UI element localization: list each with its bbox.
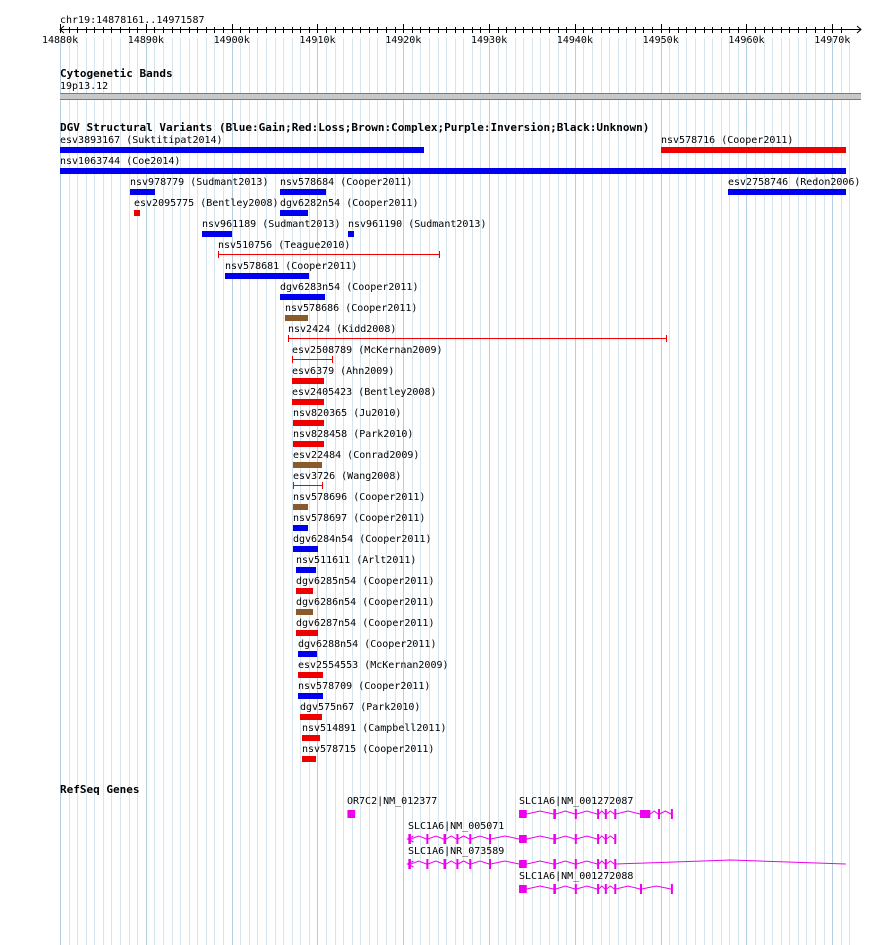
gene-exon[interactable] xyxy=(553,834,556,844)
gene-exon[interactable] xyxy=(614,859,616,869)
gene-exon[interactable] xyxy=(640,810,650,818)
gene-exon[interactable] xyxy=(640,884,642,894)
ruler-tick-label: 14930k xyxy=(471,35,508,46)
gene-exon[interactable] xyxy=(605,834,607,844)
variant-label[interactable]: nsv828458 (Park2010) xyxy=(293,429,414,440)
variant-label[interactable]: nsv578716 (Cooper2011) xyxy=(661,135,794,146)
gene-exon[interactable] xyxy=(347,810,355,818)
gene-exon[interactable] xyxy=(575,884,577,894)
variant-label[interactable]: dgv6287n54 (Cooper2011) xyxy=(296,618,435,629)
gene-exon[interactable] xyxy=(553,859,556,869)
variant-label[interactable]: dgv575n67 (Park2010) xyxy=(300,702,421,713)
gene-exon[interactable] xyxy=(444,834,447,844)
gene-label[interactable]: OR7C2|NM_012377 xyxy=(347,796,438,807)
gene-exon[interactable] xyxy=(426,859,428,869)
variant-label[interactable]: nsv978779 (Sudmant2013) xyxy=(130,177,269,188)
variant-label[interactable]: nsv820365 (Ju2010) xyxy=(293,408,402,419)
gene-exon[interactable] xyxy=(597,859,599,869)
ruler-tick-label: 14910k xyxy=(299,35,336,46)
gene-exon[interactable] xyxy=(456,834,458,844)
gene-exon[interactable] xyxy=(671,884,673,894)
variant-label[interactable]: nsv1063744 (Coe2014) xyxy=(60,156,181,167)
gene-exon[interactable] xyxy=(575,859,577,869)
variant-label[interactable]: nsv510756 (Teague2010) xyxy=(218,240,351,251)
variant-label[interactable]: esv3893167 (Suktitipat2014) xyxy=(60,135,223,146)
variant-label[interactable]: nsv578709 (Cooper2011) xyxy=(298,681,431,692)
variant-label[interactable]: esv22484 (Conrad2009) xyxy=(293,450,420,461)
gene-intron-line[interactable] xyxy=(407,836,614,839)
gene-exon[interactable] xyxy=(597,884,599,894)
gene-exon[interactable] xyxy=(408,834,411,844)
ruler-tick-label: 14950k xyxy=(642,35,679,46)
gene-exon[interactable] xyxy=(575,809,577,819)
gene-exon[interactable] xyxy=(597,809,599,819)
variant-label[interactable]: dgv6285n54 (Cooper2011) xyxy=(296,576,435,587)
gene-exon[interactable] xyxy=(658,809,660,819)
variant-label[interactable]: esv2758746 (Redon2006) xyxy=(728,177,861,188)
gene-exon[interactable] xyxy=(456,859,458,869)
ruler-tick-label: 14960k xyxy=(728,35,765,46)
ruler-tick-label: 14890k xyxy=(127,35,164,46)
gene-label[interactable]: SLC1A6|NM_005071 xyxy=(408,821,505,832)
gene-exon[interactable] xyxy=(489,834,491,844)
gene-exon[interactable] xyxy=(605,884,607,894)
variant-label[interactable]: nsv578686 (Cooper2011) xyxy=(285,303,418,314)
gene-exon[interactable] xyxy=(575,834,577,844)
variant-label[interactable]: nsv961189 (Sudmant2013) xyxy=(202,219,341,230)
gene-exon[interactable] xyxy=(605,809,607,819)
variant-label[interactable]: dgv6286n54 (Cooper2011) xyxy=(296,597,435,608)
cytogenetic-bands-title: Cytogenetic Bands xyxy=(60,67,173,80)
gene-exon[interactable] xyxy=(519,835,527,843)
gene-label[interactable]: SLC1A6|NM_001272087 xyxy=(519,796,634,807)
variant-label[interactable]: nsv578696 (Cooper2011) xyxy=(293,492,426,503)
gene-label[interactable]: SLC1A6|NM_001272088 xyxy=(519,871,634,882)
variant-label[interactable]: esv3726 (Wang2008) xyxy=(293,471,402,482)
ruler-tick-label: 14920k xyxy=(385,35,422,46)
ruler-tick-label: 14880k xyxy=(42,35,79,46)
variant-label[interactable]: nsv961190 (Sudmant2013) xyxy=(348,219,487,230)
gene-exon[interactable] xyxy=(597,834,599,844)
variant-label[interactable]: esv2508789 (McKernan2009) xyxy=(292,345,443,356)
variant-label[interactable]: nsv2424 (Kidd2008) xyxy=(288,324,397,335)
variant-label[interactable]: dgv6288n54 (Cooper2011) xyxy=(298,639,437,650)
variant-label[interactable]: nsv578697 (Cooper2011) xyxy=(293,513,426,524)
gene-exon[interactable] xyxy=(426,834,428,844)
ruler-tick-label: 14900k xyxy=(213,35,250,46)
variant-label[interactable]: nsv514891 (Campbell2011) xyxy=(302,723,447,734)
gene-exon[interactable] xyxy=(444,859,447,869)
gene-intron-line[interactable] xyxy=(519,886,671,889)
gene-exon[interactable] xyxy=(553,884,556,894)
variant-label[interactable]: nsv578684 (Cooper2011) xyxy=(280,177,413,188)
gene-label[interactable]: SLC1A6|NR_073589 xyxy=(408,846,505,857)
gene-exon[interactable] xyxy=(553,809,556,819)
gene-exon[interactable] xyxy=(519,810,527,818)
variant-label[interactable]: nsv578715 (Cooper2011) xyxy=(302,744,435,755)
gene-exon[interactable] xyxy=(614,809,616,819)
gene-exon[interactable] xyxy=(469,834,471,844)
gene-exon[interactable] xyxy=(469,859,471,869)
gene-exon[interactable] xyxy=(614,834,616,844)
variant-label[interactable]: esv2095775 (Bentley2008) xyxy=(134,198,279,209)
gene-exon[interactable] xyxy=(605,859,607,869)
gene-exon[interactable] xyxy=(671,809,673,819)
ruler-tick-label: 14970k xyxy=(814,35,851,46)
variant-label[interactable]: esv6379 (Ahn2009) xyxy=(292,366,395,377)
gene-exon[interactable] xyxy=(519,860,527,868)
variant-label[interactable]: esv2554553 (McKernan2009) xyxy=(298,660,449,671)
gene-intron-line[interactable] xyxy=(407,860,845,864)
variant-label[interactable]: esv2405423 (Bentley2008) xyxy=(292,387,437,398)
gene-exon[interactable] xyxy=(408,859,411,869)
gene-exon[interactable] xyxy=(489,859,491,869)
gene-exon[interactable] xyxy=(519,885,527,893)
refseq-track-title: RefSeq Genes xyxy=(60,783,140,796)
cytoband-label: 19p13.12 xyxy=(60,81,109,92)
variant-label[interactable]: nsv578681 (Cooper2011) xyxy=(225,261,358,272)
variant-label[interactable]: dgv6282n54 (Cooper2011) xyxy=(280,198,419,209)
gene-exon[interactable] xyxy=(614,884,616,894)
variant-label[interactable]: dgv6283n54 (Cooper2011) xyxy=(280,282,419,293)
coordinate-label: chr19:14878161..14971587 xyxy=(60,15,205,26)
variant-label[interactable]: dgv6284n54 (Cooper2011) xyxy=(293,534,432,545)
variant-label[interactable]: nsv511611 (Arlt2011) xyxy=(296,555,417,566)
ruler-tick-label: 14940k xyxy=(556,35,593,46)
dgv-track-title: DGV Structural Variants (Blue:Gain;Red:Loss;Brown:Complex;Purple:Inversion;Black:Unknown) xyxy=(60,121,650,134)
